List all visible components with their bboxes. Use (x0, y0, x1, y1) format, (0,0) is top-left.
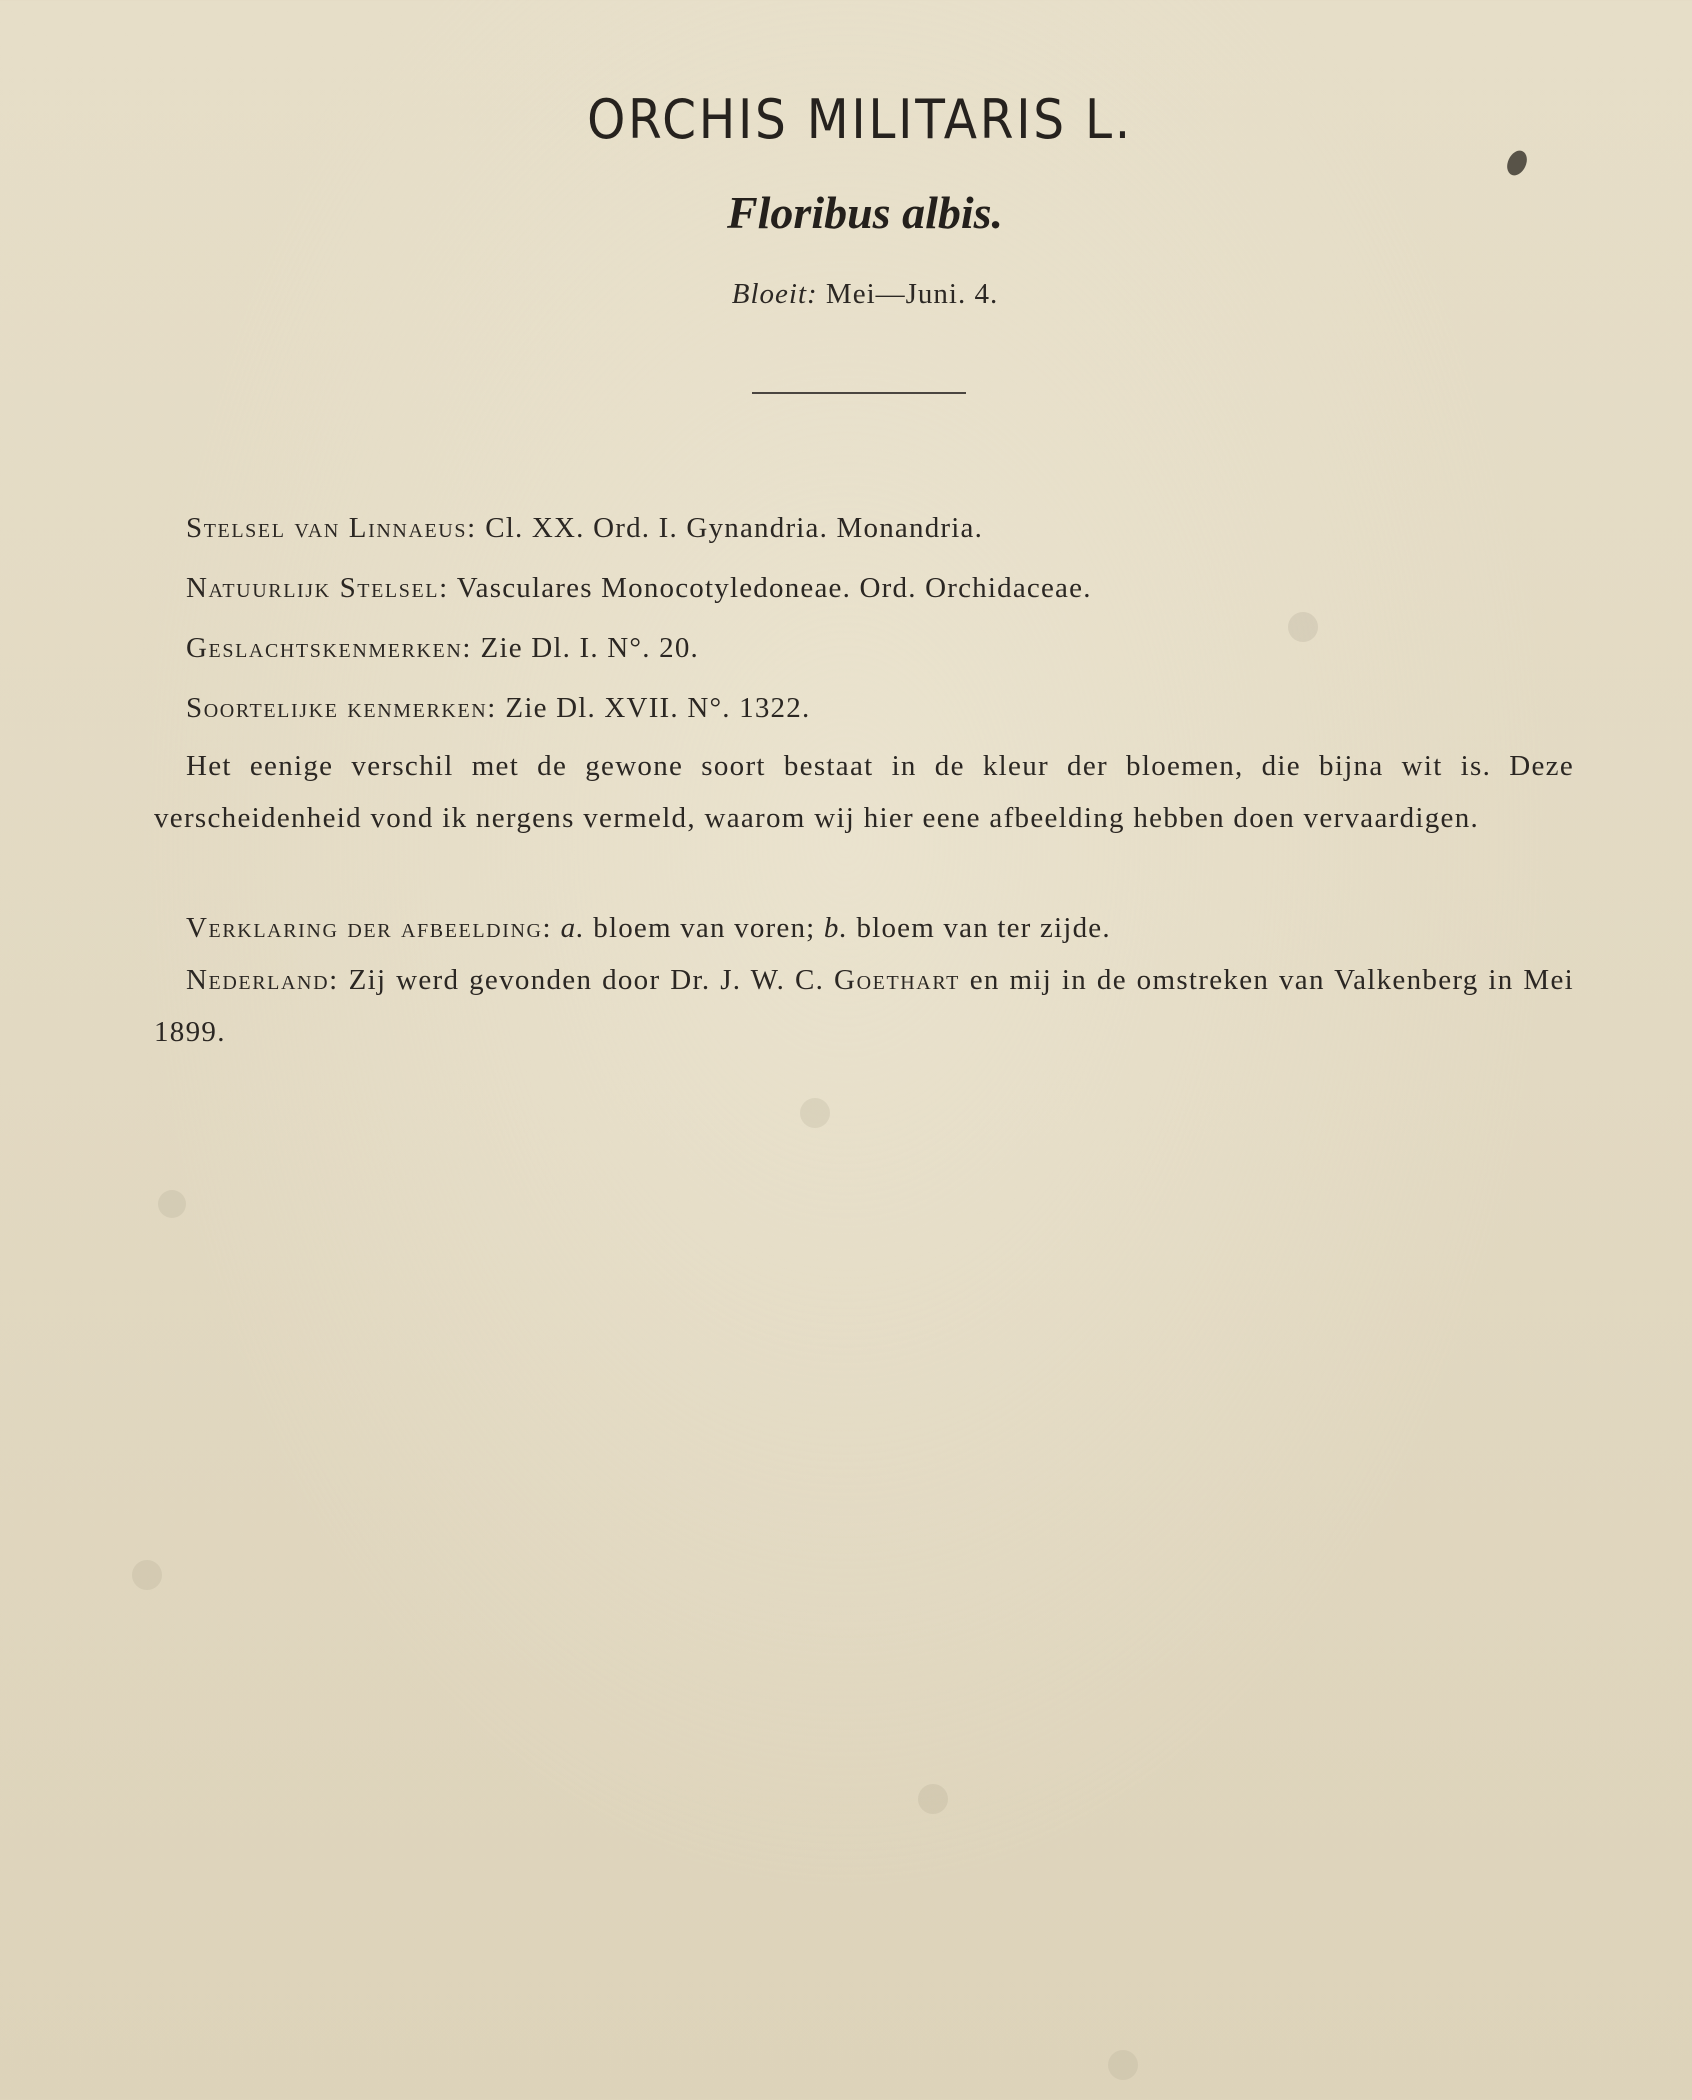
netherlands-text-after: en mij in de omstreken van Valkenberg in Mei 1899. (154, 964, 1574, 1048)
figure-a-text: bloem van voren; (593, 912, 816, 944)
linnaeus-entry (186, 512, 983, 545)
explanation-entry (186, 912, 1111, 945)
bloom-line (0, 278, 1692, 311)
foxing-spot (1108, 2050, 1138, 2080)
species-label: Soortelijke kenmerken: (186, 692, 497, 724)
netherlands-label: Nederland: (186, 964, 339, 996)
page-subtitle: Floribus albis. (726, 187, 1004, 238)
natural-system-entry (186, 572, 1092, 605)
foxing-spot (158, 1190, 186, 1218)
linnaeus-label: Stelsel van Linnaeus: (186, 512, 477, 544)
natural-system-value: Vasculares Monocotyledoneae. Ord. Orchidaceae. (456, 572, 1092, 604)
genus-entry (186, 632, 699, 665)
explanation-label: Verklaring der afbeelding: (186, 912, 553, 944)
figure-b-letter: b. (823, 912, 849, 944)
collector-name: Goethart (834, 964, 960, 996)
netherlands-text-before: Zij werd gevonden door Dr. J. W. C. (348, 964, 825, 996)
genus-label: Geslachtskenmerken: (186, 632, 473, 664)
figure-b-text: bloem van ter zijde. (856, 912, 1111, 944)
description-paragraph: Het eenige verschil met de gewone soort bestaat in de kleur der bloemen, die bijna wit is. Deze verscheidenheid vond ik nergens vermeld, waarom wij hier eene afbeelding hebben doen vervaardigen. (154, 750, 1574, 834)
page-title: ORCHIS MILITARIS L. (587, 88, 1133, 151)
bloom-label: Bloeit: (731, 278, 818, 310)
foxing-spot (132, 1560, 162, 1590)
foxing-spot (800, 1098, 830, 1128)
bloom-value: Mei—Juni. 4. (825, 278, 999, 310)
foxing-spot (1288, 612, 1318, 642)
figure-a-letter: a. (560, 912, 585, 944)
ink-blot (1503, 147, 1530, 178)
genus-value: Zie Dl. I. N°. 20. (480, 632, 699, 664)
species-value: Zie Dl. XVII. N°. 1322. (505, 692, 811, 724)
species-entry (186, 692, 810, 725)
linnaeus-value: Cl. XX. Ord. I. Gynandria. Monandria. (485, 512, 984, 544)
divider-rule (752, 392, 966, 394)
foxing-spot (918, 1784, 948, 1814)
natural-system-label: Natuurlijk Stelsel: (186, 572, 449, 604)
netherlands-paragraph (154, 954, 1574, 1058)
